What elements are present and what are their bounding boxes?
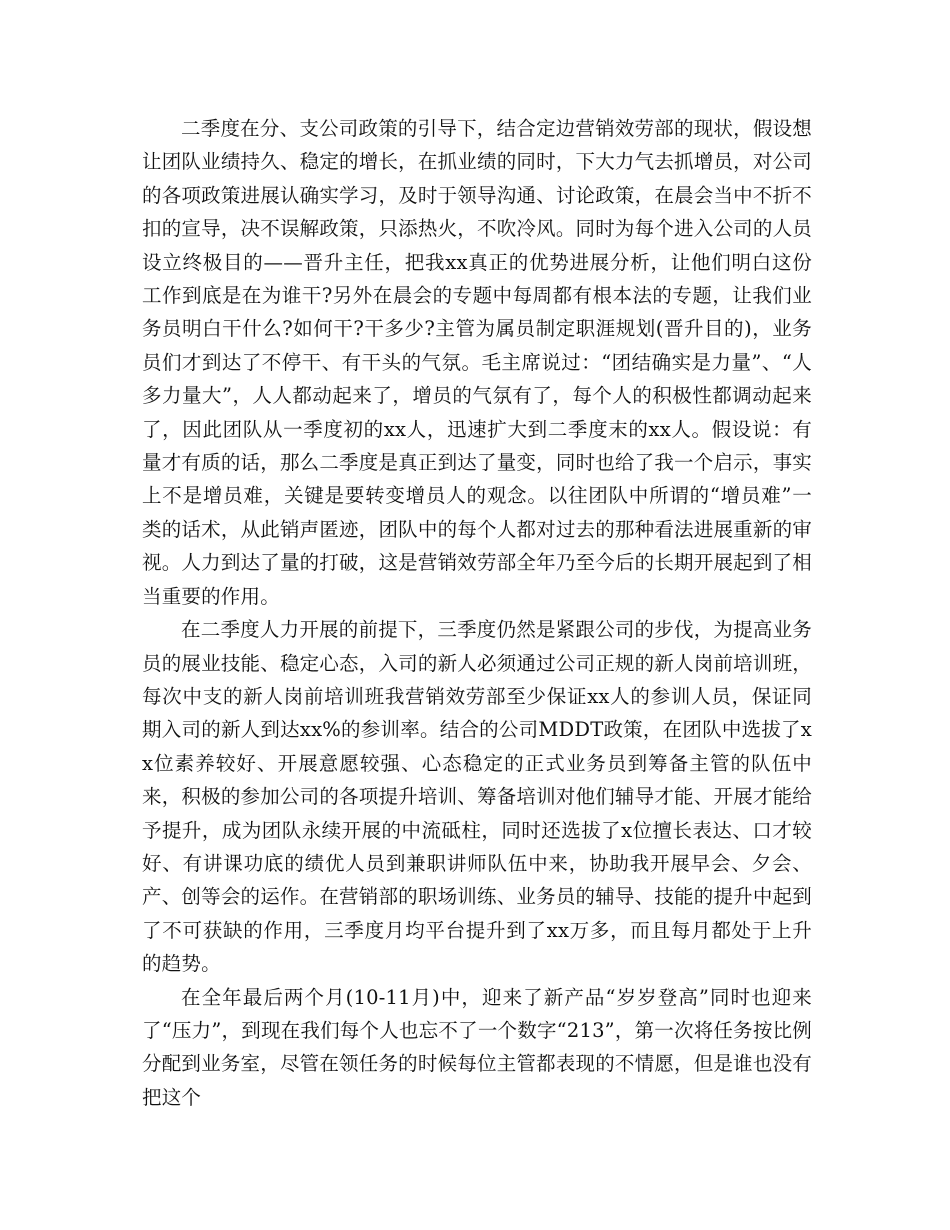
paragraph-final-months: 在全年最后两个月(10-11月)中，迎来了新产品“岁岁登高”同时也迎来了“压力”，到现在我们每个人也忘不了一个数字“213”，第一次将任务按比例分配到业务室，尽管在领任务的时候每位主管都表现的不情愿，但是谁也没有把这个 [142, 985, 812, 1109]
paragraph-q3-training: 在二季度人力开展的前提下，三季度仍然是紧跟公司的步伐，为提高业务员的展业技能、稳定心态，入司的新人必须通过公司正规的新人岗前培训班，每次中支的新人岗前培训班我营销效劳部至少保证xx人的参训人员，保证同期入司的新人到达xx%的参训率。结合的公司MDDT政策，在团队中选拔了xx位素养较好、开展意愿较强、心态稳定的正式业务员到筹备主管的队伍中来，积极的参加公司的各项提升培训、筹备培训对他们辅导才能、开展才能给予提升，成为团队永续开展的中流砥柱，同时还选拔了x位擅长表达、口才较好、有讲课功底的绩优人员到兼职讲师队伍中来，协助我开展早会、夕会、产、创等会的运作。在营销部的职场训练、业务员的辅导、技能的提升中起到了不可获缺的作用，三季度月均平台提升到了xx万多，而且每月都处于上升的趋势。 [142, 618, 812, 976]
paragraph-q2-recruitment: 二季度在分、支公司政策的引导下，结合定边营销效劳部的现状，假设想让团队业绩持久、稳定的增长，在抓业绩的同时，下大力气去抓增员，对公司的各项政策进展认确实学习，及时于领导沟通、讨论政策，在晨会当中不折不扣的宣导，决不误解政策，只添热火，不吹冷风。同时为每个进入公司的人员设立终极目的——晋升主任，把我xx真正的优势进展分析，让他们明白这份工作到底是在为谁干?另外在晨会的专题中每周都有根本法的专题，让我们业务员明白干什么?如何干?干多少?主管为属员制定职涯规划(晋升目的)，业务员们才到达了不停干、有干头的气氛。毛主席说过：“团结确实是力量”、“人多力量大”，人人都动起来了，增员的气氛有了，每个人的积极性都调动起来了，因此团队从一季度初的xx人，迅速扩大到二季度末的xx人。假设说：有量才有质的话，那么二季度是真正到达了量变，同时也给了我一个启示，事实上不是增员难，关键是要转变增员人的观念。以往团队中所谓的“增员难”一类的话术，从此销声匿迹，团队中的每个人都对过去的那种看法进展重新的审视。人力到达了量的打破，这是营销效劳部全年乃至今后的长期开展起到了相当重要的作用。 [142, 117, 812, 608]
document-body [142, 112, 812, 1114]
